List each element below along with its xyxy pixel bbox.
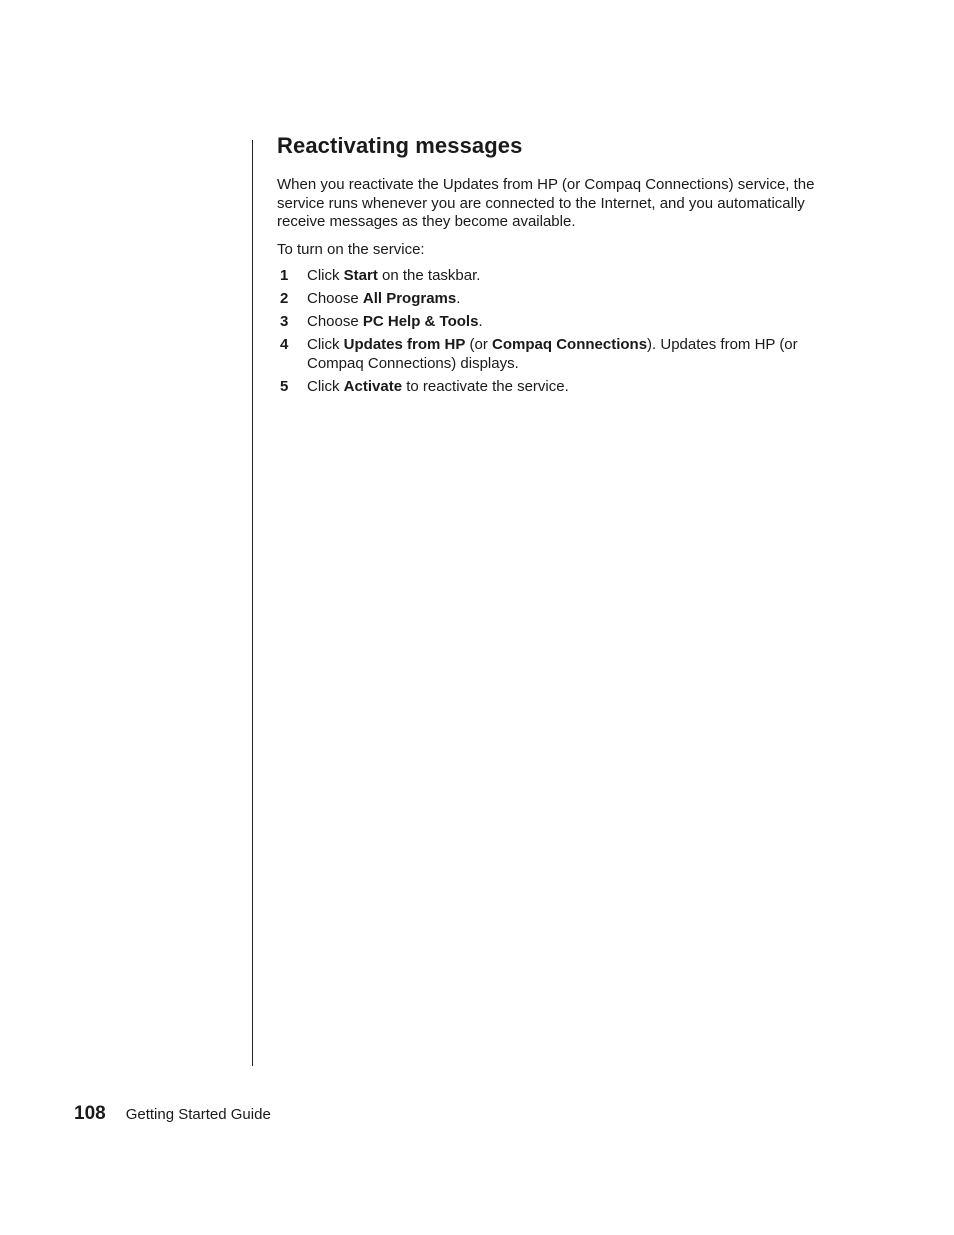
step-item (277, 290, 832, 309)
step-item (277, 336, 832, 373)
step-text: Choose (307, 290, 363, 307)
step-number: 4 (280, 336, 289, 353)
page-footer (74, 1103, 271, 1126)
step-text: (or (465, 336, 493, 353)
ui-term-start: Start (343, 267, 378, 284)
step-number: 5 (280, 377, 289, 395)
ui-term-pc-help-tools: PC Help & Tools (362, 313, 479, 330)
step-text: to reactivate the service. (402, 377, 569, 395)
step-text: . (456, 290, 461, 307)
step-number: 2 (280, 290, 289, 307)
steps-list (277, 267, 832, 396)
section-heading: Reactivating messages (277, 133, 523, 158)
step-text: Click (307, 377, 344, 395)
step-item (277, 378, 832, 397)
section-content (277, 130, 832, 401)
page-number: 108 (74, 1103, 106, 1124)
step-text: . (478, 313, 483, 330)
ui-term-all-programs: All Programs (362, 290, 457, 307)
ui-term-updates-from-hp: Updates from HP (343, 336, 466, 353)
step-text: ). Updates from HP (or Compaq Connections) displays. (307, 336, 798, 372)
step-item (277, 267, 832, 286)
intro-paragraph: When you reactivate the Updates from HP (or Compaq Connections) service, the service runs whenever you are connected to the Internet, and you automatically receive messages as they become available. (277, 176, 815, 230)
step-text: Choose (307, 313, 363, 330)
ui-term-compaq-connections: Compaq Connections (492, 336, 648, 353)
margin-rule (252, 140, 253, 1066)
step-number: 1 (280, 267, 289, 284)
steps-lead-in: To turn on the service: (277, 240, 425, 258)
ui-term-activate: Activate (343, 377, 403, 395)
guide-title: Getting Started Guide (125, 1106, 271, 1123)
step-item (277, 313, 832, 332)
step-text: on the taskbar. (377, 267, 481, 284)
step-text: Click (307, 267, 344, 284)
step-text: Click (307, 336, 344, 353)
step-number: 3 (280, 313, 289, 330)
